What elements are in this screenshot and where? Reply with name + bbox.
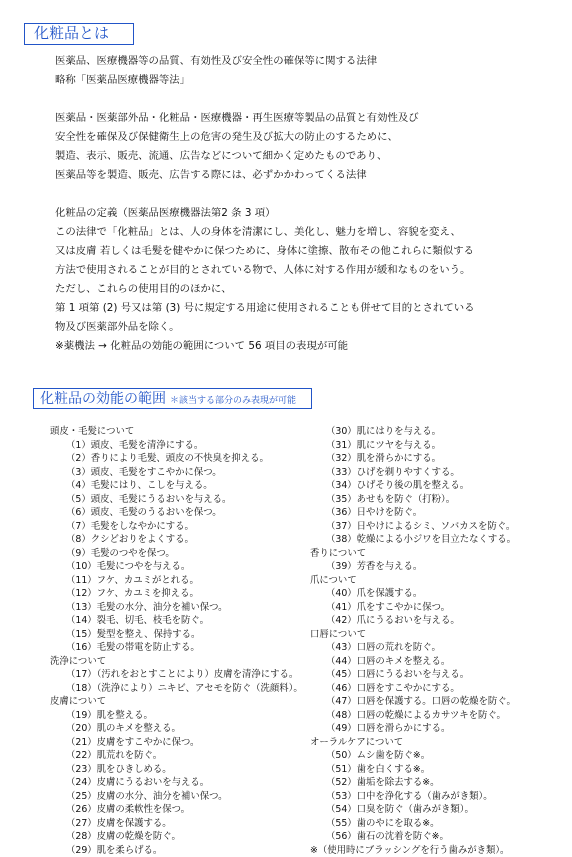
list-item: （48）口唇の乾燥によるカサツキを防ぐ。 xyxy=(310,709,516,723)
efficacy-list-right xyxy=(310,425,516,857)
blank-line xyxy=(55,185,475,204)
list-item: （18）（洗浄により）ニキビ、アセモを防ぐ（洗顔料）。 xyxy=(50,682,303,696)
list-item: （31）肌にツヤを与える。 xyxy=(310,439,516,453)
list-item: （27）皮膚を保護する。 xyxy=(50,817,303,831)
list-item: （8）クシどおりをよくする。 xyxy=(50,533,303,547)
text-line: ※薬機法 → 化粧品の効能の範囲について 56 項目の表現が可能 xyxy=(55,337,475,356)
list-item: （52）歯垢を除去する※。 xyxy=(310,776,516,790)
list-item: （3）頭皮、毛髪をすこやかに保つ。 xyxy=(50,466,303,480)
list-item: （23）肌をひきしめる。 xyxy=(50,763,303,777)
text-line: 略称「医薬品医療機器等法」 xyxy=(55,71,475,90)
efficacy-note: ＊該当する部分のみ表現が可能 xyxy=(170,396,296,406)
list-item: （34）ひげそり後の肌を整える。 xyxy=(310,479,516,493)
efficacy-title-box xyxy=(33,388,312,409)
list-item: （20）肌のキメを整える。 xyxy=(50,722,303,736)
category-heading: 香りについて xyxy=(310,547,516,561)
text-line: 第 1 項第 (2) 号又は第 (3) 号に規定する用途に使用されることも併せて目的とされている xyxy=(55,299,475,318)
list-item: （10）毛髪につやを与える。 xyxy=(50,560,303,574)
list-item: （39）芳香を与える。 xyxy=(310,560,516,574)
list-item: （29）肌を柔らげる。 xyxy=(50,844,303,857)
list-item: （36）日やけを防ぐ。 xyxy=(310,506,516,520)
text-line: ただし、これらの使用目的のほかに、 xyxy=(55,280,475,299)
footnote: ※（使用時にブラッシングを行う歯みがき類）。 xyxy=(310,844,516,857)
list-item: （41）爪をすこやかに保つ。 xyxy=(310,601,516,615)
list-item: （13）毛髪の水分、油分を補い保つ。 xyxy=(50,601,303,615)
list-item: （7）毛髪をしなやかにする。 xyxy=(50,520,303,534)
list-item: （25）皮膚の水分、油分を補い保つ。 xyxy=(50,790,303,804)
list-item: （30）肌にはりを与える。 xyxy=(310,425,516,439)
list-item: （19）肌を整える。 xyxy=(50,709,303,723)
list-item: （51）歯を白くする※。 xyxy=(310,763,516,777)
list-item: （17）（汚れをおとすことにより）皮膚を清浄にする。 xyxy=(50,668,303,682)
list-item: （14）裂毛、切毛、枝毛を防ぐ。 xyxy=(50,614,303,628)
list-item: （35）あせもを防ぐ（打粉）。 xyxy=(310,493,516,507)
list-item: （21）皮膚をすこやかに保つ。 xyxy=(50,736,303,750)
category-heading: 口唇について xyxy=(310,628,516,642)
list-item: （40）爪を保護する。 xyxy=(310,587,516,601)
list-item: （6）頭皮、毛髪のうるおいを保つ。 xyxy=(50,506,303,520)
category-heading: オーラルケアについて xyxy=(310,736,516,750)
section-title-box xyxy=(24,23,134,45)
list-item: （16）毛髪の帯電を防止する。 xyxy=(50,641,303,655)
text-line: 安全性を確保及び保健衛生上の危害の発生及び拡大の防止のするために、 xyxy=(55,128,475,147)
list-item: （55）歯のやにを取る※。 xyxy=(310,817,516,831)
list-item: （1）頭皮、毛髪を清浄にする。 xyxy=(50,439,303,453)
list-item: （2）香りにより毛髪、頭皮の不快臭を抑える。 xyxy=(50,452,303,466)
text-line: 方法で使用されることが目的とされている物で、人体に対する作用が緩和なものをいう。 xyxy=(55,261,475,280)
list-item: （49）口唇を滑らかにする。 xyxy=(310,722,516,736)
text-line: 医薬品等を製造、販売、広告する際には、必ずかかわってくる法律 xyxy=(55,166,475,185)
list-item: （32）肌を滑らかにする。 xyxy=(310,452,516,466)
list-item: （47）口唇を保護する。口唇の乾燥を防ぐ。 xyxy=(310,695,516,709)
list-item: （44）口唇のキメを整える。 xyxy=(310,655,516,669)
text-line: 又は皮膚 若しくは毛髪を健やかに保つために、身体に塗擦、散布その他これらに類似する xyxy=(55,242,475,261)
law-description xyxy=(55,52,475,356)
text-line: 医薬品・医薬部外品・化粧品・医療機器・再生医療等製品の品質と有効性及び xyxy=(55,109,475,128)
blank-line xyxy=(55,90,475,109)
list-item: （37）日やけによるシミ、ソバカスを防ぐ。 xyxy=(310,520,516,534)
section-title: 化粧品とは xyxy=(34,24,109,42)
list-item: （22）肌荒れを防ぐ。 xyxy=(50,749,303,763)
list-item: （33）ひげを剃りやすくする。 xyxy=(310,466,516,480)
list-item: （43）口唇の荒れを防ぐ。 xyxy=(310,641,516,655)
list-item: （5）頭皮、毛髪にうるおいを与える。 xyxy=(50,493,303,507)
efficacy-title: 化粧品の効能の範囲 xyxy=(40,391,166,407)
list-item: （42）爪にうるおいを与える。 xyxy=(310,614,516,628)
list-item: （54）口臭を防ぐ（歯みがき類）。 xyxy=(310,803,516,817)
category-heading: 爪について xyxy=(310,574,516,588)
list-item: （9）毛髪のつやを保つ。 xyxy=(50,547,303,561)
text-line: 化粧品の定義（医薬品医療機器法第2 条 3 項） xyxy=(55,204,475,223)
list-item: （12）フケ、カユミを抑える。 xyxy=(50,587,303,601)
text-line: 製造、表示、販売、流通、広告などについて細かく定めたものであり、 xyxy=(55,147,475,166)
text-line: この法律で「化粧品」とは、人の身体を清潔にし、美化し、魅力を増し、容貌を変え、 xyxy=(55,223,475,242)
list-item: （11）フケ、カユミがとれる。 xyxy=(50,574,303,588)
list-item: （53）口中を浄化する（歯みがき類）。 xyxy=(310,790,516,804)
list-item: （56）歯石の沈着を防ぐ※。 xyxy=(310,830,516,844)
text-line: 医薬品、医療機器等の品質、有効性及び安全性の確保等に関する法律 xyxy=(55,52,475,71)
list-item: （46）口唇をすこやかにする。 xyxy=(310,682,516,696)
category-heading: 頭皮・毛髪について xyxy=(50,425,303,439)
list-item: （45）口唇にうるおいを与える。 xyxy=(310,668,516,682)
list-item: （4）毛髪にはり、こしを与える。 xyxy=(50,479,303,493)
category-heading: 皮膚について xyxy=(50,695,303,709)
list-item: （28）皮膚の乾燥を防ぐ。 xyxy=(50,830,303,844)
list-item: （38）乾燥による小ジワを目立たなくする。 xyxy=(310,533,516,547)
category-heading: 洗浄について xyxy=(50,655,303,669)
list-item: （50）ムシ歯を防ぐ※。 xyxy=(310,749,516,763)
list-item: （26）皮膚の柔軟性を保つ。 xyxy=(50,803,303,817)
text-line: 物及び医薬部外品を除く。 xyxy=(55,318,475,337)
list-item: （15）髪型を整え、保持する。 xyxy=(50,628,303,642)
efficacy-list-left xyxy=(50,425,303,857)
list-item: （24）皮膚にうるおいを与える。 xyxy=(50,776,303,790)
